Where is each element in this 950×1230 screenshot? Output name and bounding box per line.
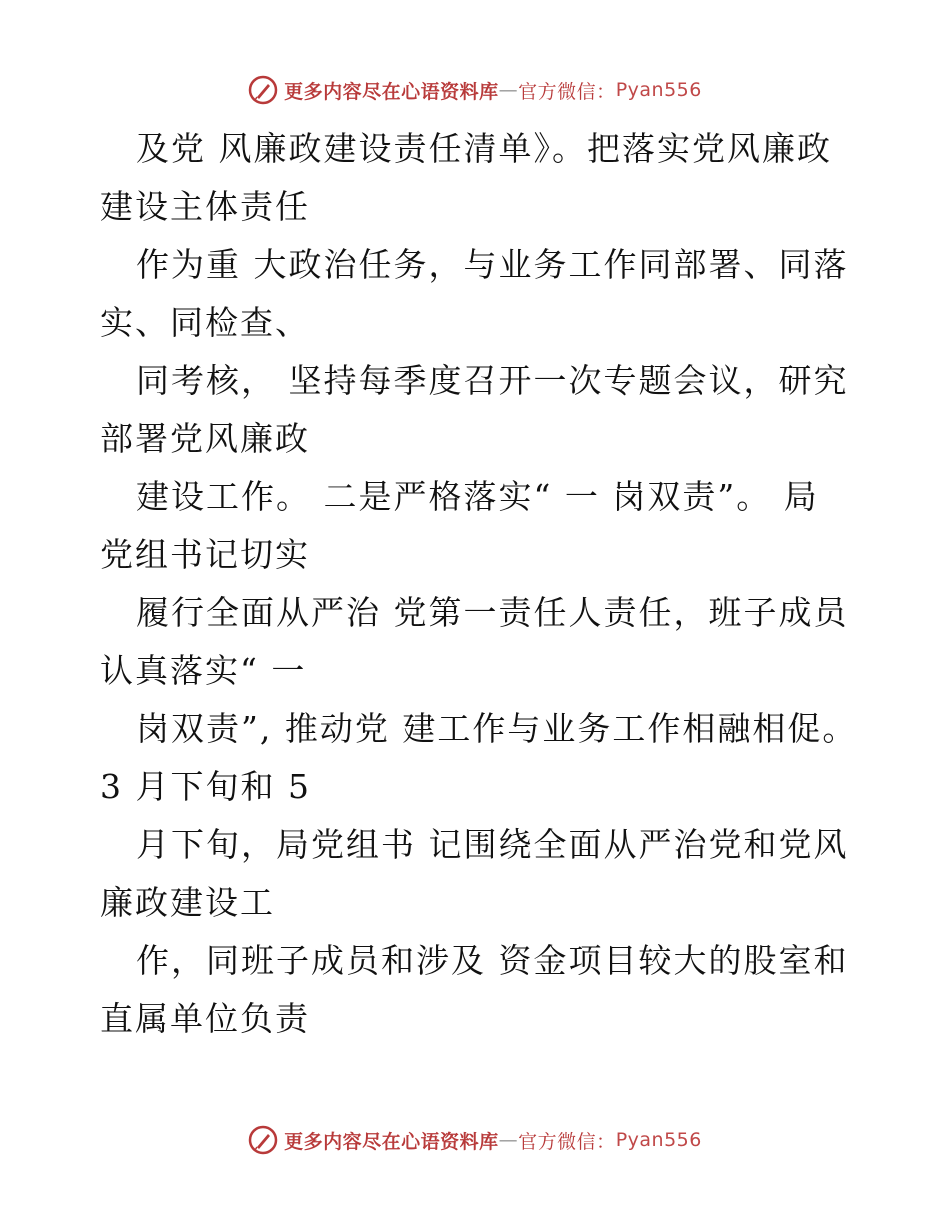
- watermark-wechat-label: 官方微信：: [518, 80, 616, 103]
- header-watermark: [0, 70, 950, 110]
- text-line: 建设工作。 二是严格落实“ 一 岗双责”。 局: [136, 477, 819, 516]
- text-line: 岗双责”, 推动党 建工作与业务工作相融相促。: [136, 709, 858, 748]
- watermark-wechat-id: Pyan556: [615, 1129, 702, 1151]
- quill-pen-icon: [248, 1125, 278, 1155]
- text-line: 认真落实“ 一: [100, 651, 307, 690]
- text-line: 党组书记切实: [100, 535, 310, 574]
- text-line: 实、同检查、: [100, 303, 310, 342]
- watermark-separator: —: [498, 1129, 519, 1151]
- text-line: 建设主体责任: [100, 187, 310, 226]
- text-line: 作，同班子成员和涉及 资金项目较大的股室和: [136, 941, 849, 980]
- watermark-brand: 更多内容尽在心语资料库: [284, 80, 499, 103]
- text-line: 作为重 大政治任务，与业务工作同部署、同落: [136, 245, 849, 284]
- text-line: 及党 风廉政建设责任清单》。把落实党风廉政: [136, 129, 832, 168]
- watermark-brand: 更多内容尽在心语资料库: [284, 1130, 499, 1153]
- watermark-wechat-label: 官方微信：: [518, 1130, 616, 1153]
- text-line: 部署党风廉政: [100, 419, 310, 458]
- watermark-separator: —: [498, 79, 519, 101]
- document-body: [100, 120, 860, 1048]
- footer-watermark: [0, 1120, 950, 1160]
- watermark-wechat-id: Pyan556: [615, 79, 702, 101]
- text-line: 直属单位负责: [100, 999, 310, 1038]
- text-line: 3 月下旬和 5: [100, 767, 311, 806]
- text-line: 廉政建设工: [100, 883, 275, 922]
- text-line: 履行全面从严治 党第一责任人责任，班子成员: [136, 593, 849, 632]
- text-line: 月下旬，局党组书 记围绕全面从严治党和党风: [136, 825, 849, 864]
- text-line: 同考核， 坚持每季度召开一次专题会议，研究: [136, 361, 849, 400]
- quill-pen-icon: [248, 75, 278, 105]
